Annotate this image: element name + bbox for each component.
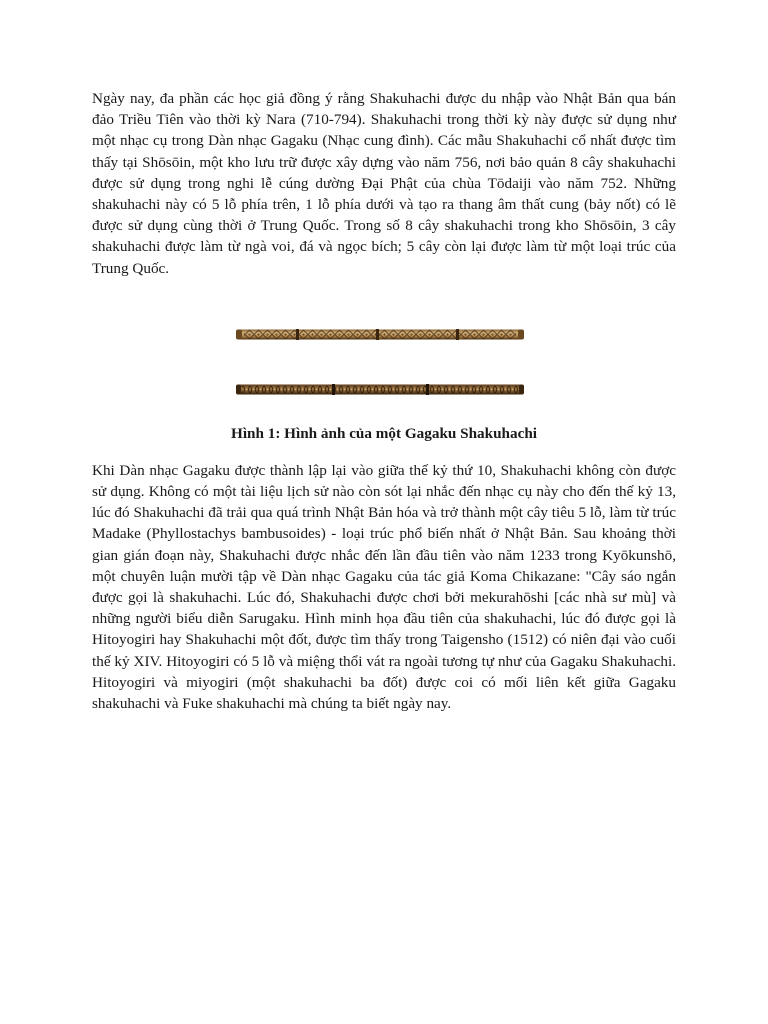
paragraph-history: Khi Dàn nhạc Gagaku được thành lập lại vào giữa thế kỷ thứ 10, Shakuhachi không còn được sử dụng. Không có một tài liệu lịch sử nào còn sót lại nhắc đến nhạc cụ này cho đến thế kỷ 13, lúc đó Shakuhachi đã trải qua quá trình Nhật Bản hóa và trở thành một cây tiêu 5 lỗ, làm từ trúc Madake (Phyllostachys bambusoides) - loại trúc phổ biến nhất ở Nhật Bản. Sau khoảng thời gian gián đoạn này, Shakuhachi được nhắc đến lần đầu tiên vào năm 1233 trong Kyōkunshō, một chuyên luận mười tập về Dàn nhạc Gagaku của tác giả Koma Chikazane: "Cây sáo ngắn được gọi là shakuhachi. Lúc đó, Shakuhachi được chơi bởi mekurahōshi [các nhà sư mù] và những người biểu diễn Sarugaku. Hình minh họa đầu tiên của shakuhachi, lúc đó được gọi là Hitoyogiri hay Shakuhachi một đốt, được tìm thấy trong Taigensho (1512) có niên đại vào cuối thế kỷ XIV. Hitoyogiri có 5 lỗ và miệng thổi vát ra ngoài tương tự như của Gagaku Shakuhachi. Hitoyogiri và miyogiri (một shakuhachi ba đốt) được coi có mối liên kết giữa Gagaku shakuhachi và Fuke shakuhachi mà chúng ta biết ngày nay. xyxy=(92,461,676,713)
figure-caption: Hình 1: Hình ảnh của một Gagaku Shakuhachi xyxy=(231,424,537,442)
figure-flutes xyxy=(92,319,676,407)
flute-image-top xyxy=(236,328,524,341)
document-page xyxy=(92,88,676,714)
paragraph-intro: Ngày nay, đa phần các học giả đồng ý rằng Shakuhachi được du nhập vào Nhật Bản qua bán đảo Triều Tiên vào thời kỳ Nara (710-794). Shakuhachi trong thời kỳ này được sử dụng như một nhạc cụ trong Dàn nhạc Gagaku (Nhạc cung đình). Các mẫu Shakuhachi cổ nhất được tìm thấy tại Shōsōin, một kho lưu trữ được xây dựng vào năm 756, nơi bảo quản 8 cây shakuhachi được sử dụng trong nghi lễ cúng dường Đại Phật của chùa Tōdaiji vào năm 752. Những shakuhachi này có 5 lỗ phía trên, 1 lỗ phía dưới và tạo ra thang âm thất cung (bảy nốt) có lẽ được sử dụng cùng thời ở Trung Quốc. Trong số 8 cây shakuhachi trong kho Shōsōin, 3 cây shakuhachi được làm từ ngà voi, đá và ngọc bích; 5 cây còn lại được làm từ một loại trúc của Trung Quốc. xyxy=(92,90,676,277)
flute-image-bottom xyxy=(236,383,524,396)
